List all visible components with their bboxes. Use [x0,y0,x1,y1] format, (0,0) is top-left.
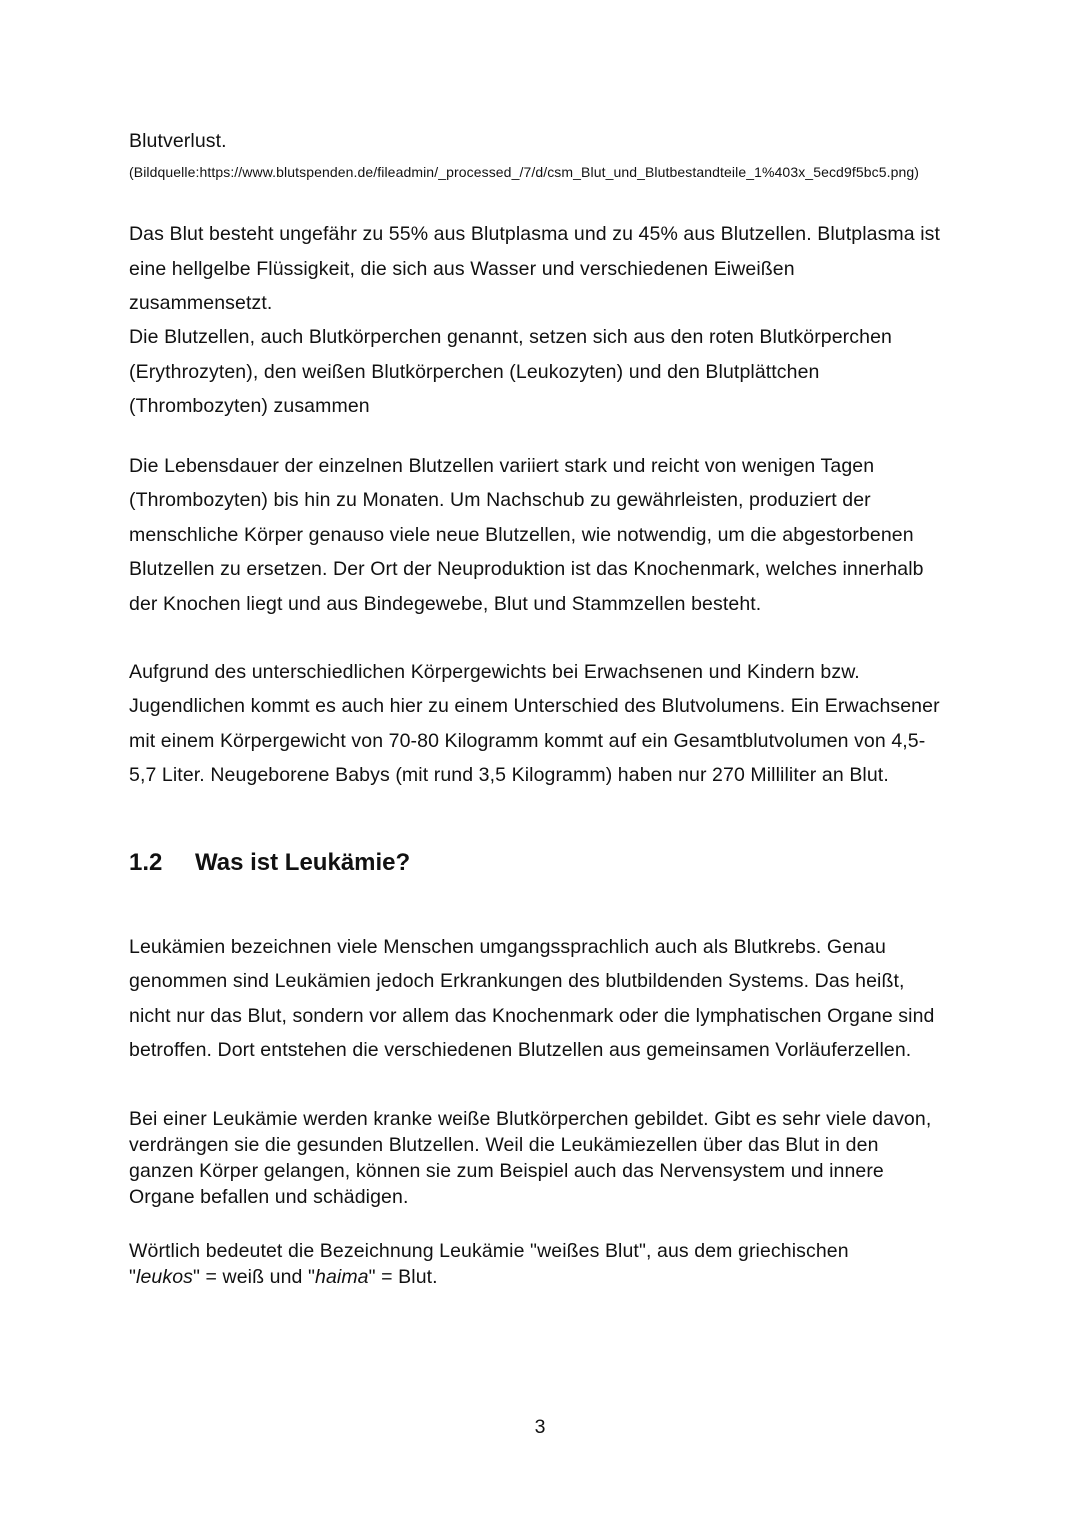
para1-line-5: (Erythrozyten), den weißen Blutkörperchen (Leukozyten) und den Blutplättchen [129,361,820,383]
para2-line-3: menschliche Körper genauso viele neue Blutzellen, wie notwendig, um die abgestorbenen [129,524,914,546]
term-haima: haima [315,1266,369,1288]
para2-line-2: (Thrombozyten) bis hin zu Monaten. Um Nachschub zu gewährleisten, produziert der [129,489,871,511]
section-number: 1.2 [129,849,163,876]
section-heading [129,848,410,878]
intro-line: Blutverlust. [129,130,227,152]
para5-line-2: verdrängen sie die gesunden Blutzellen. Weil die Leukämiezellen über das Blut in den [129,1134,879,1156]
para1-line-4: Die Blutzellen, auch Blutkörperchen genannt, setzen sich aus den roten Blutkörperchen [129,326,892,348]
para6-line-2 [129,1265,438,1289]
para3-line-1: Aufgrund des unterschiedlichen Körpergewichts bei Erwachsenen und Kindern bzw. [129,661,860,683]
para6-end: " = Blut. [368,1266,438,1288]
para5-line-4: Organe befallen und schädigen. [129,1186,409,1208]
para2-line-4: Blutzellen zu ersetzen. Der Ort der Neuproduktion ist das Knochenmark, welches innerhalb [129,558,924,580]
para1-line-2: eine hellgelbe Flüssigkeit, die sich aus Wasser und verschiedenen Eiweißen [129,258,795,280]
para5-line-3: ganzen Körper gelangen, können sie zum Beispiel auch das Nervensystem und innere [129,1160,884,1182]
section-title: Was ist Leukämie? [195,849,411,876]
para1-line-3: zusammensetzt. [129,292,273,314]
para2-line-1: Die Lebensdauer der einzelnen Blutzellen variiert stark und reicht von wenigen Tagen [129,455,875,477]
para3-line-3: mit einem Körpergewicht von 70-80 Kilogramm kommt auf ein Gesamtblutvolumen von 4,5- [129,730,926,752]
term-leukos: leukos [136,1266,193,1288]
quote-open: " [129,1266,137,1288]
para5-line-1: Bei einer Leukämie werden kranke weiße Blutkörperchen gebildet. Gibt es sehr viele davon, [129,1108,932,1130]
para4-line-1: Leukämien bezeichnen viele Menschen umgangssprachlich auch als Blutkrebs. Genau [129,936,886,958]
page-number: 3 [534,1416,546,1438]
para6-line-1: Wörtlich bedeutet die Bezeichnung Leukämie "weißes Blut", aus dem griechischen [129,1240,849,1262]
para1-line-1: Das Blut besteht ungefähr zu 55% aus Blutplasma und zu 45% aus Blutzellen. Blutplasma ist [129,223,941,245]
para3-line-4: 5,7 Liter. Neugeborene Babys (mit rund 3,5 Kilogramm) haben nur 270 Milliliter an Blut. [129,764,889,786]
para2-line-5: der Knochen liegt und aus Bindegewebe, Blut und Stammzellen besteht. [129,593,762,615]
para4-line-2: genommen sind Leukämien jedoch Erkrankungen des blutbildenden Systems. Das heißt, [129,970,905,992]
para4-line-3: nicht nur das Blut, sondern vor allem das Knochenmark oder die lymphatischen Organe sind [129,1005,935,1027]
para1-line-6: (Thrombozyten) zusammen [129,395,370,417]
para3-line-2: Jugendlichen kommt es auch hier zu einem Unterschied des Blutvolumens. Ein Erwachsener [129,695,940,717]
para6-mid: " = weiß und " [193,1266,316,1288]
image-source-citation: (Bildquelle:https://www.blutspenden.de/fileadmin/_processed_/7/d/csm_Blut_und_Blutbestandteile_1%403x_5ecd9f5bc5.png) [129,164,919,180]
para4-line-4: betroffen. Dort entstehen die verschiedenen Blutzellen aus gemeinsamen Vorläuferzellen. [129,1039,912,1061]
